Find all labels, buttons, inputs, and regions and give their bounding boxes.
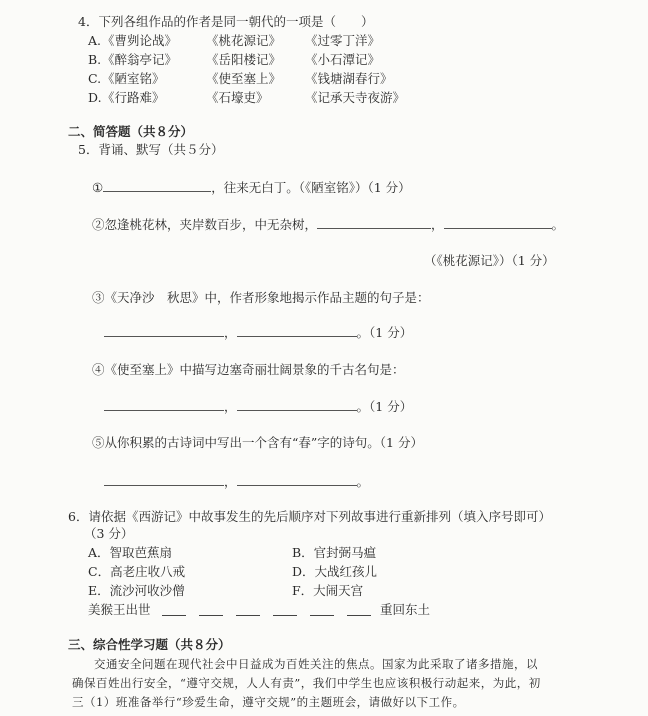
option-work: 《钱塘湖春行》 (305, 71, 393, 86)
comma: ， (224, 399, 237, 414)
sequence-slot-5[interactable] (310, 603, 334, 616)
q6-stem: 6．请依据《西游记》中故事发生的先后顺序对下列故事进行重新排列（填入序号即可） (68, 509, 551, 524)
comma: ， (224, 325, 237, 340)
option-work: 《岳阳楼记》 (206, 52, 282, 67)
q6-score: （3 分） (84, 526, 134, 541)
option-work: 《桃花源记》 (206, 33, 282, 48)
section2-title: 二、简答题（共８分） (68, 124, 194, 139)
comma: ， (431, 217, 444, 232)
recite-item-4-answer (104, 398, 412, 415)
q6-sequence-end: 重回东土 (380, 602, 431, 617)
option-label: D. (88, 90, 102, 105)
option-work: 《行路难》 (102, 90, 165, 105)
q6-option-e: E．流沙河收沙僧 (88, 583, 185, 598)
answer-blank[interactable] (104, 473, 224, 486)
recite-item-4: ④《使至塞上》中描写边塞奇丽壮阔景象的千古名句是： (92, 362, 405, 377)
q5-title: 5．背诵、默写（共５分） (78, 142, 224, 157)
answer-blank[interactable] (317, 216, 431, 229)
item2-source: （《桃花源记》）（1 分） (424, 253, 555, 268)
q6-sequence-start: 美猴王出世 (88, 602, 151, 617)
sequence-slot-4[interactable] (273, 603, 297, 616)
q4-stem: 4．下列各组作品的作者是同一朝代的一项是（ ） (78, 14, 374, 29)
recite-item-5-answer (104, 473, 369, 490)
answer-blank[interactable] (444, 216, 552, 229)
q6-option-a: A．智取芭蕉扇 (88, 545, 173, 560)
period: 。 (356, 474, 370, 489)
sequence-slot-3[interactable] (236, 603, 260, 616)
period-score: 。（1 分） (356, 325, 413, 340)
answer-blank[interactable] (104, 398, 224, 411)
item-text: ，往来无白丁。（《陋室铭》）（1 分） (211, 180, 411, 195)
answer-blank[interactable] (237, 324, 357, 337)
q6-option-f: F．大闹天宫 (292, 583, 364, 598)
sequence-slot-1[interactable] (162, 603, 186, 616)
recite-item-2 (92, 216, 564, 233)
q6-option-d: D．大战红孩儿 (292, 564, 378, 579)
item-text: ②忽逢桃花林，夹岸数百步，中无杂树， (92, 217, 318, 232)
option-work: 《记承天寺夜游》 (305, 90, 406, 105)
section3-title: 三、综合性学习题（共８分） (68, 637, 231, 652)
period: 。 (551, 217, 565, 232)
item-marker: ① (92, 180, 104, 195)
option-label: C. (88, 71, 102, 86)
recite-item-3-answer (104, 324, 412, 341)
period-score: 。（1 分） (356, 399, 413, 414)
section3-paragraph-line: 确保百姓出行安全，“遵守交规，人人有责”，我们中学生也应该积极行动起来，为此，初 (72, 676, 541, 690)
sequence-slot-2[interactable] (199, 603, 223, 616)
option-work: 《小石潭记》 (305, 52, 381, 67)
option-work: 《石壕吏》 (206, 90, 269, 105)
section3-paragraph-line: 三（1）班准备举行“珍爱生命，遵守交规”的主题班会，请做好以下工作。 (72, 695, 465, 709)
option-label: A. (88, 33, 102, 48)
option-work: 《过零丁洋》 (305, 33, 381, 48)
recite-item-1 (92, 179, 411, 196)
option-label: B. (88, 52, 102, 67)
q6-option-b: B．官封弼马瘟 (292, 545, 377, 560)
recite-item-5: ⑤从你积累的古诗词中写出一个含有“春”字的诗句。（1 分） (92, 435, 423, 450)
sequence-slot-6[interactable] (347, 603, 371, 616)
answer-blank[interactable] (104, 324, 224, 337)
option-work: 《陋室铭》 (102, 71, 165, 86)
option-work: 《使至塞上》 (206, 71, 282, 86)
recite-item-3: ③《天净沙 秋思》中，作者形象地揭示作品主题的句子是： (92, 290, 430, 305)
option-work: 《曹刿论战》 (102, 33, 178, 48)
option-work: 《醉翁亭记》 (102, 52, 178, 67)
answer-blank[interactable] (237, 398, 357, 411)
q6-option-c: C．高老庄收八戒 (88, 564, 186, 579)
answer-blank[interactable] (237, 473, 357, 486)
section3-paragraph-line: 交通安全问题在现代社会中日益成为百姓关注的焦点。国家为此采取了诸多措施，以 (94, 657, 538, 671)
answer-blank[interactable] (103, 179, 211, 192)
comma: ， (224, 474, 237, 489)
